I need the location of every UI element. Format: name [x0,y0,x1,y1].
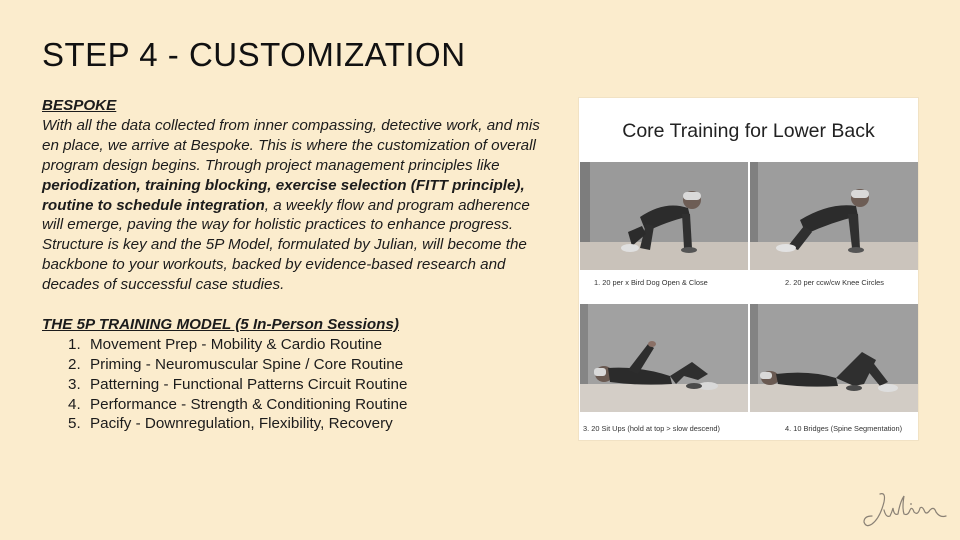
list-item [42,414,550,434]
model-heading: THE 5P TRAINING MODEL (5 In-Person Sessions) [42,315,399,333]
list-item-text: Pacify - Downregulation, Flexibility, Recovery [90,415,393,433]
caption-1: 1. 20 per x Bird Dog Open & Close [594,278,708,287]
list-item [42,355,550,375]
bespoke-heading: BESPOKE [42,97,117,114]
card-title: Core Training for Lower Back [622,120,875,142]
list-item-number: 4. [68,395,81,413]
list-item-text: Performance - Strength & Conditioning Routine [90,395,408,413]
content-column [42,96,550,434]
list-item-text: Patterning - Functional Patterns Circuit Routine [90,375,408,393]
bespoke-rest-text: , a weekly flow and program adherence will emerge, paving the way for holistic practices to enhance progress. Structure is key and the 5P Model, formulated by Julian, will become the backbone to your workouts, backed by evidence-based research and decades of successful case studies. [42,196,530,294]
photo-knee-circles [750,162,918,270]
list-item-number: 1. [68,335,81,353]
photo-bridges [750,304,918,412]
julian-signature-logo [860,488,952,534]
model-list [42,335,550,435]
caption-4: 4. 10 Bridges (Spine Segmentation) [785,424,903,433]
list-item-number: 5. [68,415,81,433]
exercise-image-card [579,98,918,440]
slide-title: STEP 4 - CUSTOMIZATION [42,36,466,73]
caption-2: 2. 20 per ccw/cw Knee Circles [785,278,884,287]
bespoke-bold-text: periodization, training blocking, exercise selection (FITT principle), routine to schedule integration [42,176,525,214]
list-item [42,395,550,415]
list-item-number: 2. [68,355,81,373]
list-item-text: Priming - Neuromuscular Spine / Core Routine [90,355,404,373]
bespoke-paragraph [42,116,550,295]
photo-sit-ups [580,304,748,412]
list-item-text: Movement Prep - Mobility & Cardio Routine [90,335,383,353]
caption-3: 3. 20 Sit Ups (hold at top > slow descend) [583,424,721,433]
list-item [42,335,550,355]
bespoke-intro-text: With all the data collected from inner compassing, detective work, and mis en place, we arrive at Bespoke. This is where the customization of overall program design begins. Through project management principles like [42,116,540,174]
list-item-number: 3. [68,375,81,393]
photo-bird-dog [580,162,748,270]
list-item [42,375,550,395]
